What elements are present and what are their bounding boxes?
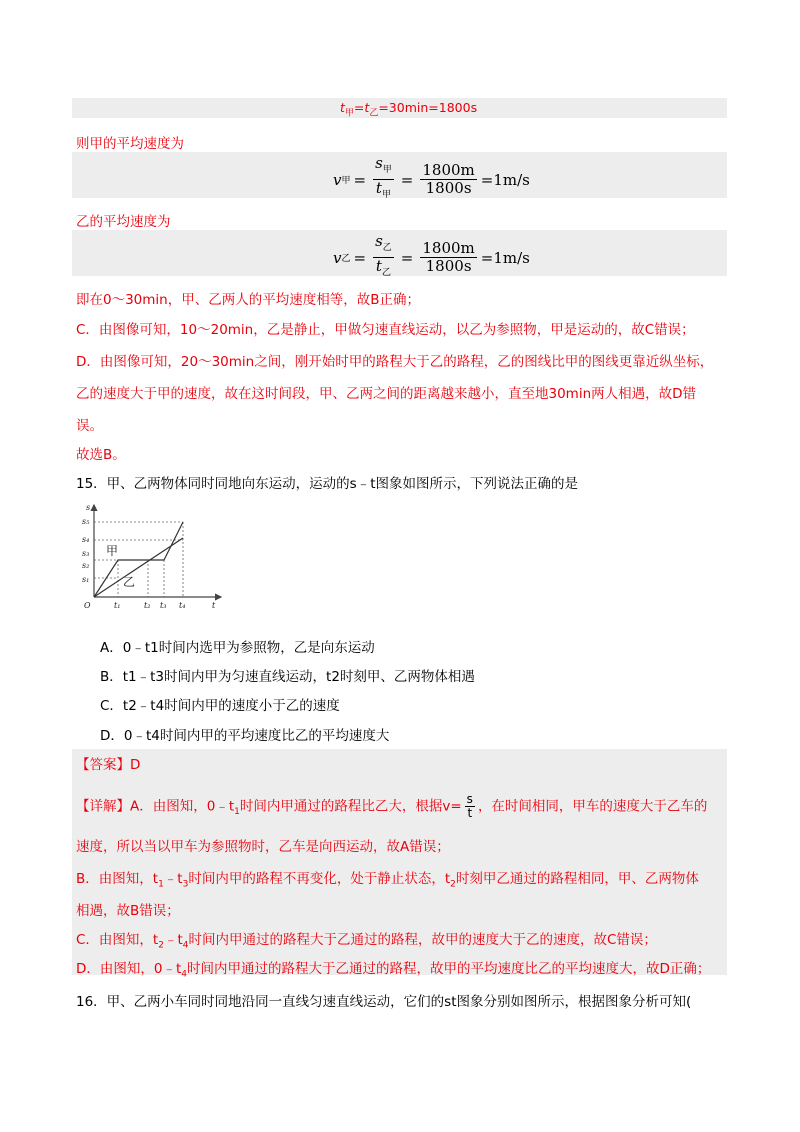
t-tick-2: t₂ xyxy=(144,601,151,610)
detail-d: D．由图知，$0﹣t_4$时间内甲通过的路程大于乙通过的路程，故甲的平均速度比乙的平均速度大，故D正确； xyxy=(76,961,711,980)
s-tick-3: s₃ xyxy=(82,549,90,558)
paragraph-option-d-2: 乙的速度大于甲的速度，故在这时间段，甲、乙两之间的距离越来越小，直至地30min两人相遇，故D错 xyxy=(76,386,697,402)
s-axis-label: s xyxy=(86,503,91,512)
question-15: 15．甲、乙两物体同时同地向东运动，运动的s﹣t图象如图所示，下列说法正确的是 xyxy=(76,476,579,492)
detail-b-line-2: 相遇，故B错误； xyxy=(76,903,180,919)
origin-label: O xyxy=(84,601,91,610)
time-equation: $t_甲=t_乙=30\min=1800s$ xyxy=(340,100,478,119)
option-a: A．0﹣t1时间内选甲为参照物，乙是向东运动 xyxy=(100,640,375,656)
yi-speed-equation: v 乙 = $\frac{s_乙}{t_乙}$ = $\frac{1800m}{1800s}$ =1m/s xyxy=(333,232,530,278)
s-tick-5: s₅ xyxy=(82,517,90,526)
detail-c: C．由图知，$t_2﹣t_4$时间内甲通过的路程大于乙通过的路程，故甲的速度大于乙的速度，故C错误； xyxy=(76,932,657,951)
paragraph-conclusion-b: 即在0～30min，甲、乙两人的平均速度相等，故B正确； xyxy=(76,292,420,308)
detail-a-line-1: 【详解】A．由图知，$0﹣t_1$时间内甲通过的路程比乙大，根据v= $\frac{s}{t}$ ，在时间相同，甲车的速度大于乙车的 xyxy=(76,792,708,820)
option-c: C．t2﹣t4时间内甲的速度小于乙的速度 xyxy=(100,698,340,714)
option-d: D．0﹣t4时间内甲的平均速度比乙的平均速度大 xyxy=(100,728,390,744)
paragraph-jia-speed-intro: 则甲的平均速度为 xyxy=(76,136,184,152)
detail-a-line-2: 速度，所以当以甲车为参照物时，乙车是向西运动，故A错误； xyxy=(76,839,450,855)
answer: 【答案】D xyxy=(76,757,141,773)
paragraph-option-d-1: D．由图像可知，20～30min之间，刚开始时甲的路程大于乙的路程，乙的图线比甲的图线更靠近纵坐标， xyxy=(76,354,714,370)
s-tick-4: s₄ xyxy=(82,535,90,544)
jia-speed-equation: v 甲 = $\frac{s_甲}{t_甲}$ = $\frac{1800m}{1800s}$ =1m/s xyxy=(333,154,530,200)
t-tick-1: t₁ xyxy=(114,601,121,610)
s-tick-1: s₁ xyxy=(82,575,90,584)
paragraph-option-c: C．由图像可知，10～20min，乙是静止，甲做匀速直线运动，以乙为参照物，甲是运动的，故C错误； xyxy=(76,322,695,338)
s-tick-2: s₂ xyxy=(82,561,90,570)
detail-b-line-1: B．由图知，$t_1﹣t_3$时间内甲的路程不再变化，处于静止状态，$t_2$时刻甲乙通过的路程相同，甲、乙两物体 xyxy=(76,871,699,890)
t-tick-4: t₄ xyxy=(179,601,186,610)
t-tick-3: t₃ xyxy=(160,601,167,610)
option-b: B．t1﹣t3时间内甲为匀速直线运动，t2时刻甲、乙两物体相遇 xyxy=(100,669,475,685)
paragraph-option-d-3: 误。 xyxy=(76,418,103,434)
s-t-graph xyxy=(76,500,226,615)
jia-line xyxy=(94,522,183,597)
question-16: 16．甲、乙两小车同时同地沿同一直线匀速直线运动，它们的st图象分别如图所示，根据图象分析可知( xyxy=(76,994,692,1010)
paragraph-choose-b: 故选B。 xyxy=(76,447,126,463)
paragraph-yi-speed-intro: 乙的平均速度为 xyxy=(76,214,171,230)
t-axis-label: t xyxy=(212,601,216,610)
jia-label: 甲 xyxy=(106,544,119,558)
yi-label: 乙 xyxy=(123,575,136,589)
